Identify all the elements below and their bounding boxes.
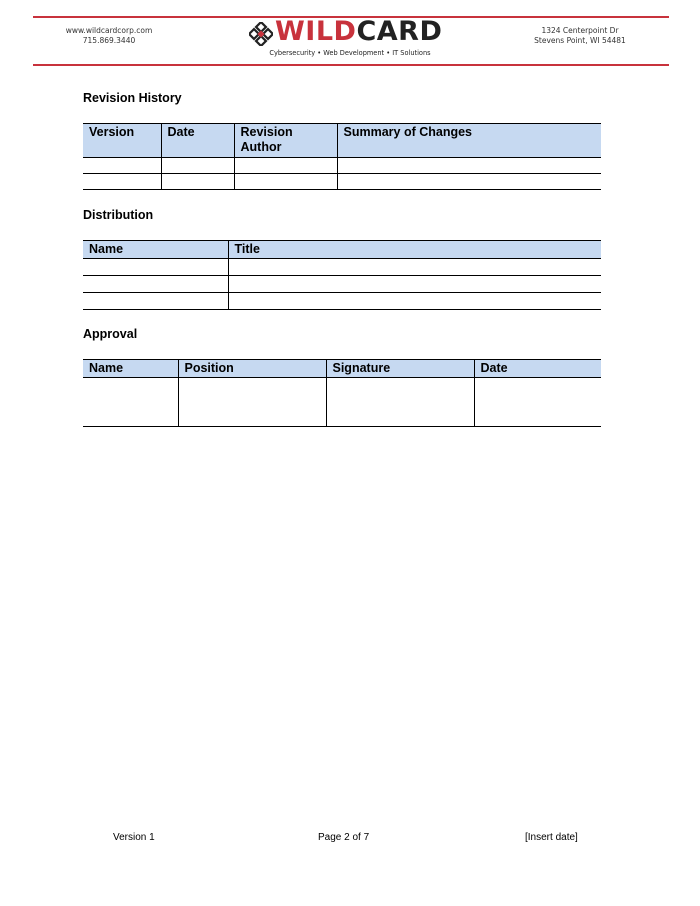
address-line-1: 1324 Centerpoint Dr: [541, 26, 619, 35]
table-row: [83, 276, 601, 293]
revision-history-table: [83, 123, 601, 190]
column-header-name: Name: [83, 360, 178, 378]
table-cell[interactable]: [161, 158, 234, 174]
table-cell[interactable]: [228, 276, 601, 293]
table-cell[interactable]: [234, 174, 337, 190]
table-cell[interactable]: [337, 174, 601, 190]
header-contact: [50, 26, 168, 46]
table-cell[interactable]: [337, 158, 601, 174]
table-row: [83, 293, 601, 310]
column-header-signature: Signature: [326, 360, 474, 378]
logo-tagline: Cybersecurity • Web Development • IT Solutions: [269, 49, 431, 57]
column-header-title: Title: [228, 241, 601, 259]
website-text: www.wildcardcorp.com: [65, 26, 153, 35]
signature-cell[interactable]: [326, 378, 474, 427]
approval-heading: Approval: [83, 327, 138, 341]
table-cell[interactable]: [234, 158, 337, 174]
table-cell[interactable]: [83, 378, 178, 427]
column-header-revision-author: Revision Author: [234, 124, 337, 158]
table-header-row: [83, 360, 601, 378]
table-header-row: [83, 124, 601, 158]
wildcard-logo: [245, 16, 455, 63]
phone-text: 715.869.3440: [82, 36, 136, 45]
footer-page-number: Page 2 of 7: [318, 832, 370, 843]
table-row: [83, 378, 601, 427]
distribution-heading: Distribution: [83, 208, 154, 222]
column-header-name: Name: [83, 241, 228, 259]
table-cell[interactable]: [83, 293, 228, 310]
table-row: [83, 158, 601, 174]
column-header-date: Date: [474, 360, 601, 378]
column-header-version: Version: [83, 124, 161, 158]
header-rule-bottom: [33, 64, 669, 66]
table-cell[interactable]: [83, 158, 161, 174]
footer-date: [Insert date]: [525, 832, 578, 843]
table-row: [83, 174, 601, 190]
revision-history-heading: Revision History: [83, 91, 182, 105]
approval-table: [83, 359, 601, 427]
logo-text-dark: CARD: [356, 16, 443, 47]
column-header-date: Date: [161, 124, 234, 158]
table-cell[interactable]: [83, 276, 228, 293]
table-cell[interactable]: [83, 174, 161, 190]
table-header-row: [83, 241, 601, 259]
table-cell[interactable]: [228, 259, 601, 276]
table-cell[interactable]: [474, 378, 601, 427]
logo-text-red: WILD: [275, 16, 357, 47]
diamond-cluster-icon: [249, 22, 273, 46]
table-cell[interactable]: [161, 174, 234, 190]
column-header-summary: Summary of Changes: [337, 124, 601, 158]
address-line-2: Stevens Point, WI 54481: [534, 36, 626, 45]
logo-wordmark: [275, 16, 442, 47]
distribution-table: [83, 240, 601, 310]
footer-version: Version 1: [113, 832, 155, 843]
table-cell[interactable]: [83, 259, 228, 276]
header-address: [515, 26, 645, 46]
table-row: [83, 259, 601, 276]
table-cell[interactable]: [228, 293, 601, 310]
column-header-position: Position: [178, 360, 326, 378]
table-cell[interactable]: [178, 378, 326, 427]
